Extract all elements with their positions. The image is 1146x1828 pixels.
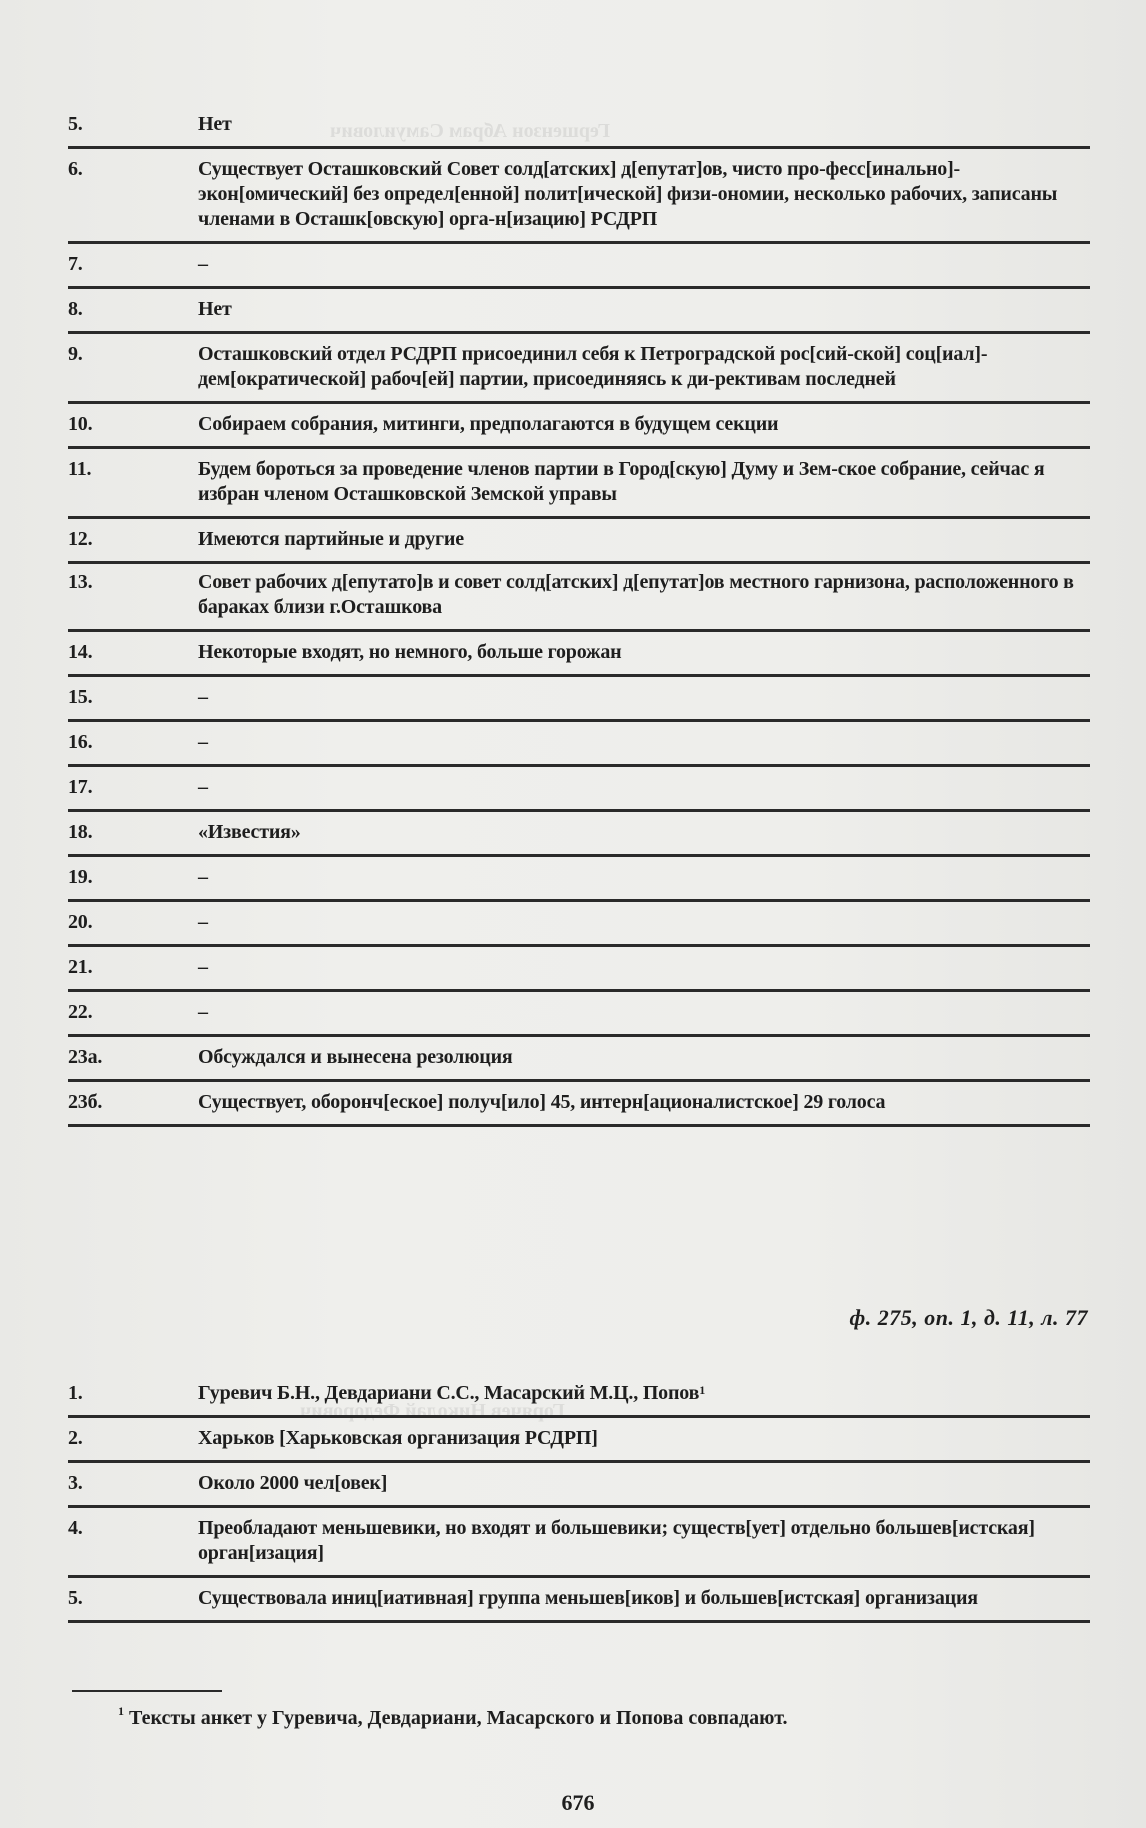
question-number: 20. (68, 911, 93, 933)
answer-row (68, 992, 1090, 1037)
footnote-marker: 1 (699, 1383, 706, 1397)
answer-text: – (198, 866, 208, 888)
question-number: 23б. (68, 1091, 103, 1113)
answer-row (68, 812, 1090, 857)
answer-row (68, 1508, 1090, 1578)
answer-row (68, 449, 1090, 519)
question-number: 23а. (68, 1046, 103, 1068)
answer-row (68, 244, 1090, 289)
show-through-text: Горячев Николай Федорович (300, 1400, 565, 1422)
answer-row (68, 767, 1090, 812)
answer-row (68, 1375, 1090, 1418)
question-number: 6. (68, 158, 83, 180)
archive-reference: ф. 275, оп. 1, д. 11, л. 77 (849, 1305, 1088, 1330)
footnote-text: Тексты анкет у Гуревича, Девдариани, Масарского и Попова совпадают. (129, 1707, 788, 1729)
answer-text-content: Гуревич Б.Н., Девдариани С.С., Масарский М.Ц., Попов (198, 1382, 700, 1404)
answer-text: Нет (198, 298, 232, 320)
question-number: 13. (68, 571, 93, 593)
footnote-number: 1 (118, 1704, 124, 1718)
question-number: 11. (68, 458, 92, 480)
answer-text: «Известия» (198, 821, 301, 843)
answer-text: – (198, 686, 208, 708)
answer-text: Совет рабочих д[епутато]в и совет солд[атских] д[епутат]ов местного гарнизона, расположенного в бараках близи г.Осташкова (198, 571, 1074, 618)
answer-row (68, 857, 1090, 902)
answer-row (68, 334, 1090, 404)
question-number: 14. (68, 641, 93, 663)
question-number: 5. (68, 113, 83, 135)
answer-row (68, 722, 1090, 767)
answer-text: Харьков [Харьковская организация РСДРП] (198, 1427, 598, 1449)
answer-text: – (198, 956, 208, 978)
question-number: 21. (68, 956, 93, 978)
questionnaire-answers-kharkov (68, 1375, 1090, 1623)
show-through-text: Гершензон Абрам Самуилович (330, 120, 611, 142)
question-number: 1. (68, 1382, 83, 1404)
answer-row (68, 1082, 1090, 1127)
answer-text (198, 1381, 1090, 1406)
question-number: 17. (68, 776, 93, 798)
question-number: 9. (68, 343, 83, 365)
page-number: 676 (561, 1790, 595, 1815)
answer-text: – (198, 731, 208, 753)
answer-row (68, 404, 1090, 449)
answer-row (68, 1578, 1090, 1623)
answer-row (68, 1418, 1090, 1463)
question-number: 8. (68, 298, 83, 320)
question-number: 12. (68, 528, 93, 550)
answer-row (68, 564, 1090, 632)
answer-text: Нет (198, 113, 232, 135)
question-number: 5. (68, 1587, 83, 1609)
answer-row (68, 1463, 1090, 1508)
footnote (118, 1704, 788, 1730)
questionnaire-answers-ostashkov (68, 106, 1090, 1127)
answer-row (68, 149, 1090, 244)
answer-text: Существовала иниц[иативная] группа меньшев[иков] и большев[истская] организация (198, 1587, 978, 1609)
answer-text: Существует, оборонч[еское] получ[ило] 45, интерн[ационалистское] 29 голоса (198, 1091, 886, 1113)
answer-text: Имеются партийные и другие (198, 528, 464, 550)
answer-text: Около 2000 чел[овек] (198, 1472, 388, 1494)
answer-text: – (198, 1001, 208, 1023)
answer-text: Осташковский отдел РСДРП присоединил себя к Петроградской рос[сий-ской] соц[иал]-дем[ократической] рабоч[ей] партии, присоединяясь к ди-рективам последней (198, 343, 988, 390)
answer-text: Собираем собрания, митинги, предполагаются в будущем секции (198, 413, 779, 435)
question-number: 19. (68, 866, 93, 888)
answer-row (68, 106, 1090, 149)
answer-row (68, 632, 1090, 677)
answer-text: Некоторые входят, но немного, больше горожан (198, 641, 622, 663)
answer-row (68, 289, 1090, 334)
question-number: 7. (68, 253, 83, 275)
footnote-separator (72, 1690, 222, 1692)
answer-row (68, 902, 1090, 947)
question-number: 2. (68, 1427, 83, 1449)
question-number: 3. (68, 1472, 83, 1494)
question-number: 16. (68, 731, 93, 753)
answer-row (68, 677, 1090, 722)
answer-row (68, 519, 1090, 564)
question-number: 10. (68, 413, 93, 435)
answer-row (68, 947, 1090, 992)
answer-text: – (198, 253, 208, 275)
answer-text: Будем бороться за проведение членов партии в Город[скую] Думу и Зем-ское собрание, сейчас я избран членом Осташковской Земской управы (198, 458, 1045, 505)
answer-text: Обсуждался и вынесена резолюция (198, 1046, 513, 1068)
question-number: 18. (68, 821, 93, 843)
answer-text: Преобладают меньшевики, но входят и большевики; существ[ует] отдельно большев[истская] орган[изация] (198, 1517, 1035, 1564)
question-number: 22. (68, 1001, 93, 1023)
question-number: 4. (68, 1517, 83, 1539)
answer-text: – (198, 776, 208, 798)
question-number: 15. (68, 686, 93, 708)
answer-text: – (198, 911, 208, 933)
answer-row (68, 1037, 1090, 1082)
answer-text: Существует Осташковский Совет солд[атских] д[епутат]ов, чисто про-фесс[инально]-экон[омический] без определ[енной] полит[ической] физи-ономии, несколько рабочих, записаны членами в Осташк[овскую] орга-н[изацию] РСДРП (198, 158, 1058, 230)
